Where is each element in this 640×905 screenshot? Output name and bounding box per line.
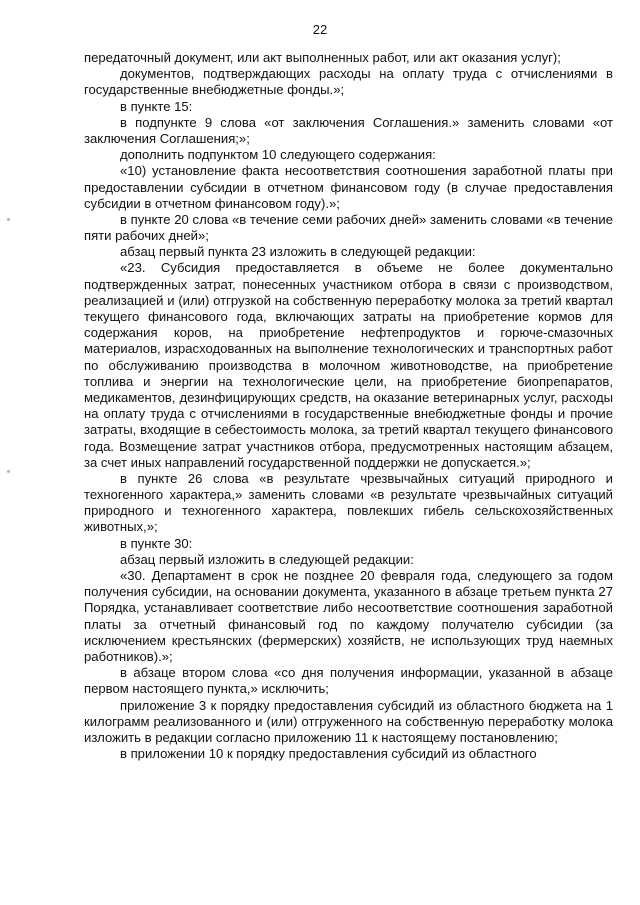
paragraph: абзац первый изложить в следующей редакции:	[120, 551, 414, 567]
paragraph: в пункте 30:	[120, 535, 193, 551]
paragraph: «10) установление факта несоответствия соотношения заработной платы при предоставлении субсидии в отчетном финансовом году (в случае предоставления субсидии в отчетном финансовом году).»;	[84, 163, 613, 211]
paragraph: «23. Субсидия предоставляется в объеме не более документально подтвержденных затрат, понесенных участником отбора в связи с производством, реализацией и (или) отгрузкой на собственную переработку молока за третий квартал текущего финансового года, включающих затраты на приобретение кормов для содержания коров, на приобретение нефтепродуктов и горюче-смазочных материалов, израсходованных на выполнение технологических и транспортных работ по обслуживанию производства в молочном животноводстве, на приобретение топлива и энергии на технологические цели, на приобретение биопрепаратов, медикаментов, дезинфицирующих средств, на оказание ветеринарных услуг, расходы на оплату труда с отчислениями в государственные внебюджетные фонды и прочие затраты, входящие в себестоимость молока, за третий квартал текущего финансового года. Возмещение затрат участников отбора, предусмотренных настоящим абзацем, за счет иных направлений государственной поддержки не допускается.»;	[84, 260, 613, 470]
paragraph: «30. Департамент в срок не позднее 20 февраля года, следующего за годом получения субсидии, на основании документа, указанного в абзаце третьем пункта 27 Порядка, устанавливает соответствие либо несоответствие соотношения заработной платы за отчетный финансовый год по каждому получателю субсидии (за исключением крестьянских (фермерских) хозяйств, не использующих труд наемных работников).»;	[84, 568, 613, 664]
paragraph: в приложении 10 к порядку предоставления субсидий из областного	[120, 746, 537, 762]
paragraph: абзац первый пункта 23 изложить в следующей редакции:	[120, 244, 476, 260]
margin-mark	[7, 470, 10, 473]
paragraph: в подпункте 9 слова «от заключения Соглашения.» заменить словами «от заключения Соглашения;»;	[84, 114, 613, 146]
document-body	[84, 50, 613, 762]
paragraph: приложение 3 к порядку предоставления субсидий из областного бюджета на 1 килограмм реализованного и (или) отгруженного на собственную переработку молока изложить в редакции согласно приложению 11 к настоящему постановлению;	[84, 697, 613, 745]
paragraph: в пункте 15:	[120, 98, 193, 114]
margin-mark	[7, 218, 10, 221]
paragraph: дополнить подпунктом 10 следующего содержания:	[120, 147, 436, 163]
paragraph: документов, подтверждающих расходы на оплату труда с отчислениями в государственные внебюджетные фонды.»;	[84, 66, 613, 98]
page-number: 22	[312, 22, 328, 37]
paragraph: в пункте 20 слова «в течение семи рабочих дней» заменить словами «в течение пяти рабочих дней»;	[84, 211, 613, 244]
paragraph: в пункте 26 слова «в результате чрезвычайных ситуаций природного и техногенного характера,» заменить словами «в результате чрезвычайных ситуаций природного и техногенного характера, повлекших гибель сельскохозяйственных животных,»;	[84, 470, 613, 535]
paragraph: в абзаце втором слова «со дня получения информации, указанной в абзаце первом настоящего пункта,» исключить;	[84, 665, 613, 697]
paragraph: передаточный документ, или акт выполненных работ, или акт оказания услуг);	[84, 50, 561, 65]
